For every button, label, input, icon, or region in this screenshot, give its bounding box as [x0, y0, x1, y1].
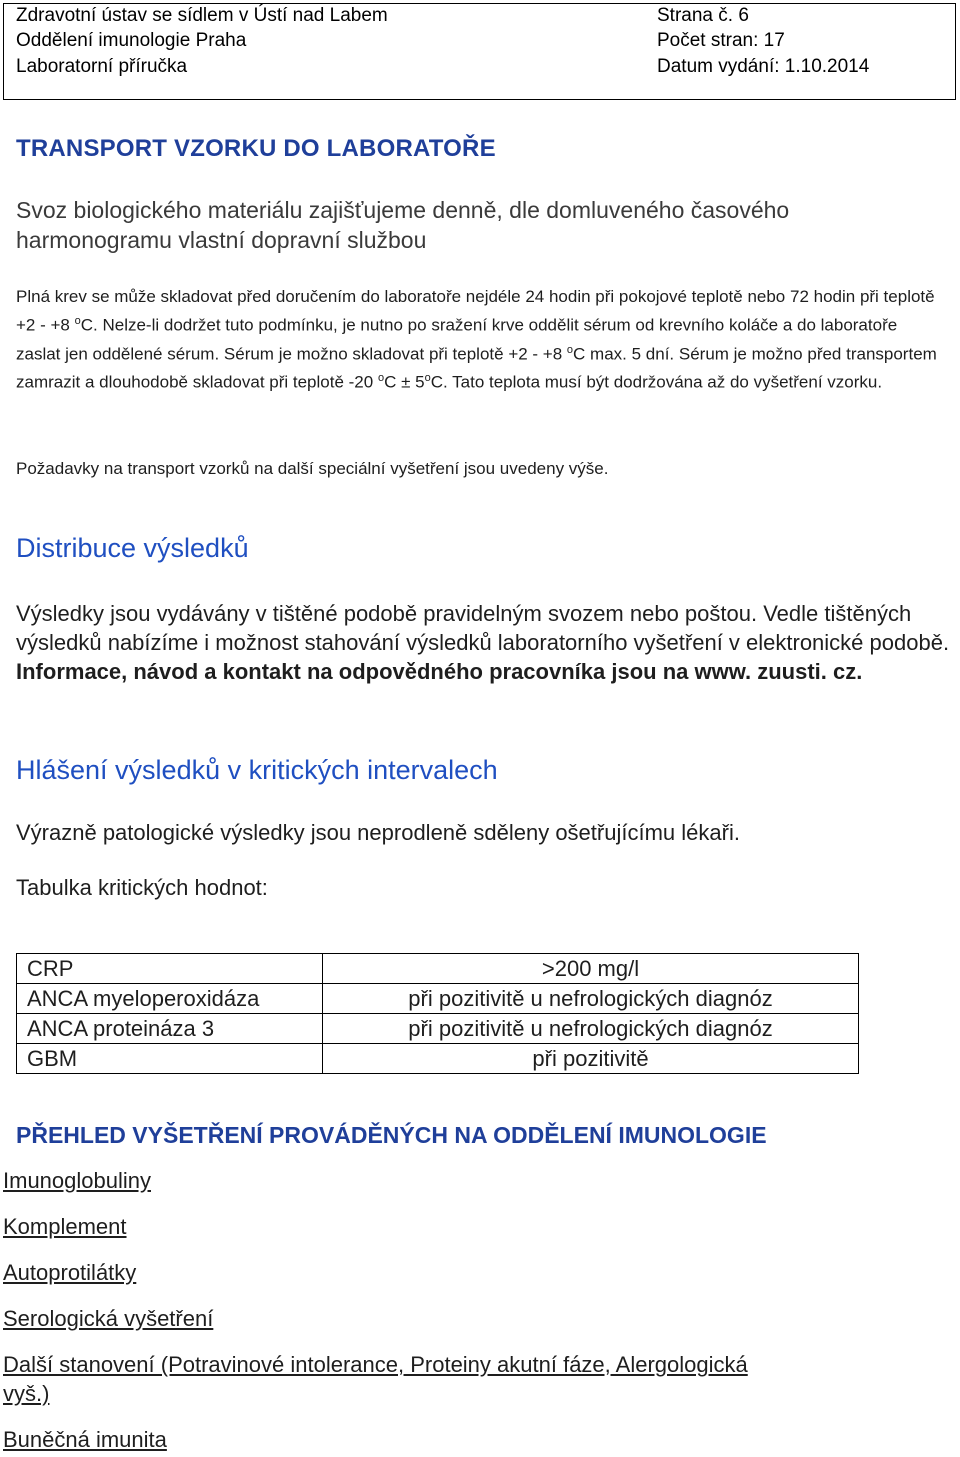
header-document-name: Laboratorní příručka [16, 56, 188, 77]
critical-heading: Hlášení výsledků v kritických intervalech [16, 755, 498, 785]
link-dalsi-stanoveni[interactable]: Další stanovení (Potravinové intolerance, Proteiny akutní fáze, Alergologická [3, 1352, 748, 1377]
table-cell-name: GBM [17, 1044, 323, 1074]
transport-title: TRANSPORT VZORKU DO LABORATOŘE [16, 135, 496, 162]
table-row [17, 1044, 859, 1074]
table-row [17, 1014, 859, 1044]
table-cell-name: CRP [17, 954, 323, 984]
table-cell-value: při pozitivitě [323, 1044, 859, 1074]
link-serologicka-vysetreni[interactable]: Serologická vyšetření [3, 1306, 214, 1331]
distribution-heading: Distribuce výsledků [16, 533, 249, 563]
overview-heading: PŘEHLED VYŠETŘENÍ PROVÁDĚNÝCH NA ODDĚLENÍ IMUNOLOGIE [16, 1122, 767, 1148]
critical-text: Výrazně patologické výsledky jsou neprodleně sděleny ošetřujícímu lékaři. [16, 820, 740, 845]
distribution-text: Výsledky jsou vydávány v tištěné podobě pravidelným svozem nebo poštou. Vedle tištěných výsledků nabízíme i možnost stahování výsledků laboratorního vyšetření v elektronické podobě. Informace, návod a kontakt na odpovědného pracovníka jsou na www. zuusti. cz. [16, 601, 950, 684]
header-issue-date: Datum vydání: 1.10.2014 [657, 56, 870, 77]
table-cell-value: >200 mg/l [323, 954, 859, 984]
header-organization: Zdravotní ústav se sídlem v Ústí nad Labem [16, 5, 388, 26]
header-page-number: Strana č. 6 [657, 5, 749, 26]
link-autoprotilatky[interactable]: Autoprotilátky [3, 1260, 137, 1285]
link-imunoglobuliny[interactable]: Imunoglobuliny [3, 1168, 151, 1193]
transport-intro-line2: harmonogramu vlastní dopravní službou [16, 227, 427, 253]
table-row [17, 954, 859, 984]
transport-requirements-note: Požadavky na transport vzorků na další speciální vyšetření jsou uvedeny výše. [16, 459, 609, 478]
link-dalsi-stanoveni-cont[interactable]: vyš.) [3, 1381, 50, 1406]
transport-storage-paragraph: Plná krev se může skladovat před doručením do laboratoře nejdéle 24 hodin při pokojové teplotě nebo 72 hodin při teplotě +2 - +8 $^o$C. Nelze-li dodržet tuto podmínku, je nutno po sražení krve oddělit sérum od krevního koláče a do laboratoře zaslat jen oddělené sérum. Sérum je možno skladovat při teplotě +2 - +8 $^o$C max. 5 dní. Sérum je možno před transportem zamrazit a dlouhodobě skladovat při teplotě -20 $^oC \pm 5^oC$. Tato teplota musí být dodržována až do vyšetření vzorku. [16, 287, 937, 392]
link-bunecna-imunita[interactable]: Buněčná imunita [3, 1427, 167, 1452]
link-komplement[interactable]: Komplement [3, 1214, 127, 1239]
table-cell-name: ANCA myeloperoxidáza [17, 984, 323, 1014]
critical-values-table [16, 953, 859, 1074]
table-cell-value: při pozitivitě u nefrologických diagnóz [323, 984, 859, 1014]
table-cell-value: při pozitivitě u nefrologických diagnóz [323, 1014, 859, 1044]
table-row [17, 984, 859, 1014]
table-cell-name: ANCA proteináza 3 [17, 1014, 323, 1044]
header-page-count: Počet stran: 17 [657, 30, 785, 51]
header-department: Oddělení imunologie Praha [16, 30, 247, 51]
critical-table-label: Tabulka kritických hodnot: [16, 875, 268, 900]
transport-intro-line1: Svoz biologického materiálu zajišťujeme denně, dle domluveného časového [16, 197, 790, 223]
